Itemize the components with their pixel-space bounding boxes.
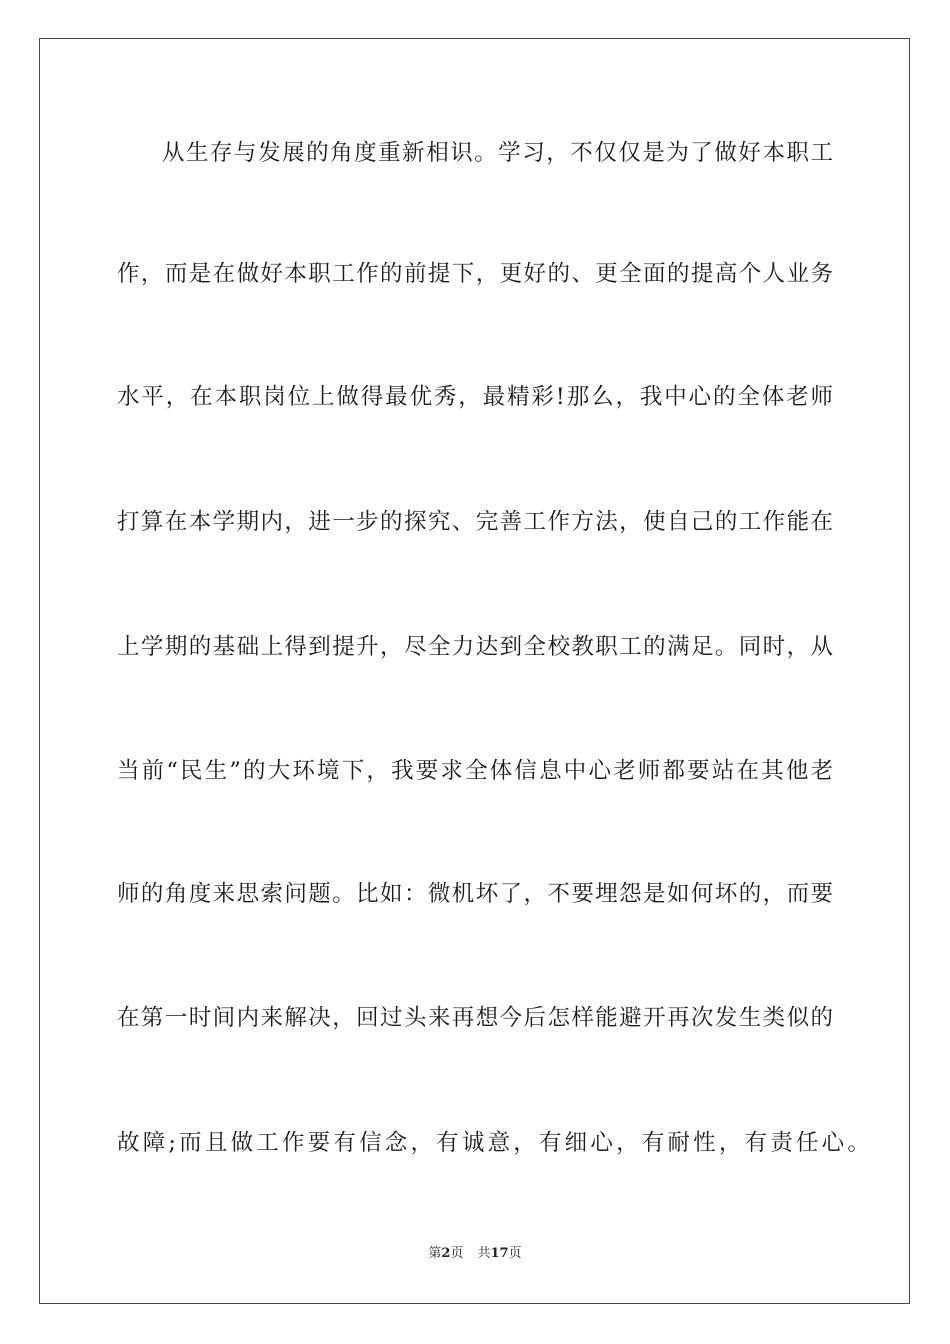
total-pages: 17 xyxy=(490,1246,509,1261)
page-suffix: 页 xyxy=(450,1246,464,1261)
text-line-6: 当前“民生”的大环境下，我要求全体信息中心老师都要站在其他老 xyxy=(117,758,833,784)
page-border xyxy=(39,38,910,1304)
total-suffix: 页 xyxy=(508,1246,522,1261)
page-number: 2 xyxy=(441,1246,451,1261)
page-footer xyxy=(0,1245,950,1263)
text-line-3: 水平，在本职岗位上做得最优秀，最精彩!那么，我中心的全体老师 xyxy=(117,384,833,410)
text-line-1: 从生存与发展的角度重新相识。学习，不仅仅是为了做好本职工 xyxy=(162,140,833,166)
text-line-5: 上学期的基础上得到提升，尽全力达到全校教职工的满足。同时，从 xyxy=(117,634,833,660)
text-line-4: 打算在本学期内，进一步的探究、完善工作方法，使自己的工作能在 xyxy=(117,509,833,535)
text-line-8: 在第一时间内来解决，回过头来再想今后怎样能避开再次发生类似的 xyxy=(117,1005,833,1031)
text-line-7: 师的角度来思索问题。比如：微机坏了，不要埋怨是如何坏的，而要 xyxy=(117,881,833,907)
text-line-2: 作，而是在做好本职工作的前提下，更好的、更全面的提高个人业务 xyxy=(117,261,833,287)
page-prefix: 第 xyxy=(428,1246,442,1261)
total-prefix: 共 xyxy=(477,1246,491,1261)
text-line-9: 故障;而且做工作要有信念，有诚意，有细心，有耐性，有责任心。 xyxy=(117,1130,874,1156)
